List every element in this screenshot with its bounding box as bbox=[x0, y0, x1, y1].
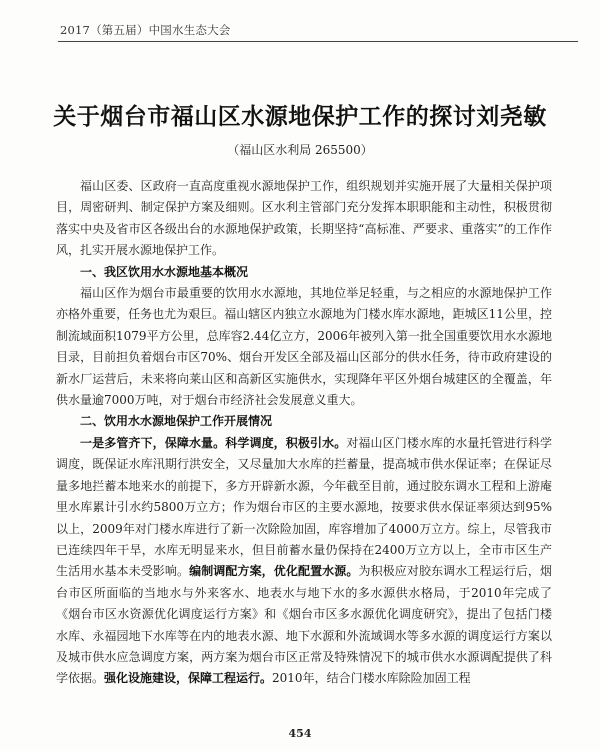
author-affiliation: （福山区水利局 265500） bbox=[227, 143, 373, 157]
section-2-text-b: 为积极应对胶东调水工程运行后，烟台市区所面临的当地水与外来客水、地表水与地下水的多水源供水格局，于2010年完成了《烟台市区水资源优化调度运行方案》和《烟台市区多水源优化调度研究》，提出了包括门楼水库、永福园地下水库等在内的地表水源、地下水源和外流域调水等多水源的调度运行方案以及城市供水应急调度方案，两方案为烟台市区正常及特殊情况下的城市供水水源调配提供了科学依据。 bbox=[56, 564, 552, 686]
section-2-text-a: 对福山区门楼水库的水量托管进行科学调度，既保证水库汛期行洪安全，又尽量加大水库的拦蓄量，提高城市供水保证率；在保证尽量多地拦蓄本地来水的前提下，多方开辟新水源，今年截至目前，通过胶东调水工程和上游庵里水库累计引水约5800万立方；作为烟台市区的主要水源地，按要求供水保证率须达到95%以上，2009年对门楼水库进行了新一次除险加固，库容增加了4000万立方。综上，尽管我市已连续四年干旱，水库无明显来水，但目前蓄水量仍保持在2400万立方以上，全市市区生产生活用水基本未受影响。 bbox=[56, 435, 552, 579]
section-2-heading: 二、饮用水水源地保护工作开展情况 bbox=[80, 414, 273, 429]
section-1-heading: 一、我区饮用水水源地基本概况 bbox=[80, 264, 249, 279]
article-body bbox=[56, 176, 552, 690]
running-header: 2017（第五届）中国水生态大会 bbox=[60, 23, 231, 37]
header-divider bbox=[58, 41, 578, 42]
section-2-paragraph bbox=[56, 433, 552, 690]
lead-phrase-facilities: 强化设施建设，保障工程运行。 bbox=[104, 671, 273, 686]
lead-phrase-quantity: 一是多管齐下，保障水量。科学调度，积极引水。 bbox=[80, 435, 347, 450]
page-number: 454 bbox=[288, 727, 312, 740]
lead-phrase-allocation: 编制调配方案，优化配置水源。 bbox=[189, 564, 359, 579]
article-title: 关于烟台市福山区水源地保护工作的探讨刘尧敏 bbox=[53, 104, 547, 130]
section-1-paragraph: 福山区作为烟台市最重要的饮用水水源地，其地位举足轻重，与之相应的水源地保护工作亦格外重要，任务也尤为艰巨。福山辖区内独立水源地为门楼水库水源地，距城区11公里，控制流域面积1079平方公里，总库容2.44亿立方，2006年被列入第一批全国重要饮用水水源地目录，目前担负着烟台市区70%、烟台开发区全部及福山区部分的供水任务，待市政府建设的新水厂运营后，未来将向莱山区和高新区实施供水，实现降年平区外烟台城建区的全覆盖，年供水量逾7000万吨，对于烟台市经济社会发展意义重大。 bbox=[56, 286, 552, 408]
intro-paragraph: 福山区委、区政府一直高度重视水源地保护工作，组织规划并实施开展了大量相关保护项目，周密研判、制定保护方案及细则。区水利主管部门充分发挥本职职能和主动性，积极贯彻落实中央及省市区各级出台的水源地保护政策，长期坚持“高标准、严要求、重落实”的工作作风，扎实开展水源地保护工作。 bbox=[56, 179, 552, 258]
section-2-text-c: 2010年，结合门楼水库除险加固工程 bbox=[272, 671, 471, 686]
